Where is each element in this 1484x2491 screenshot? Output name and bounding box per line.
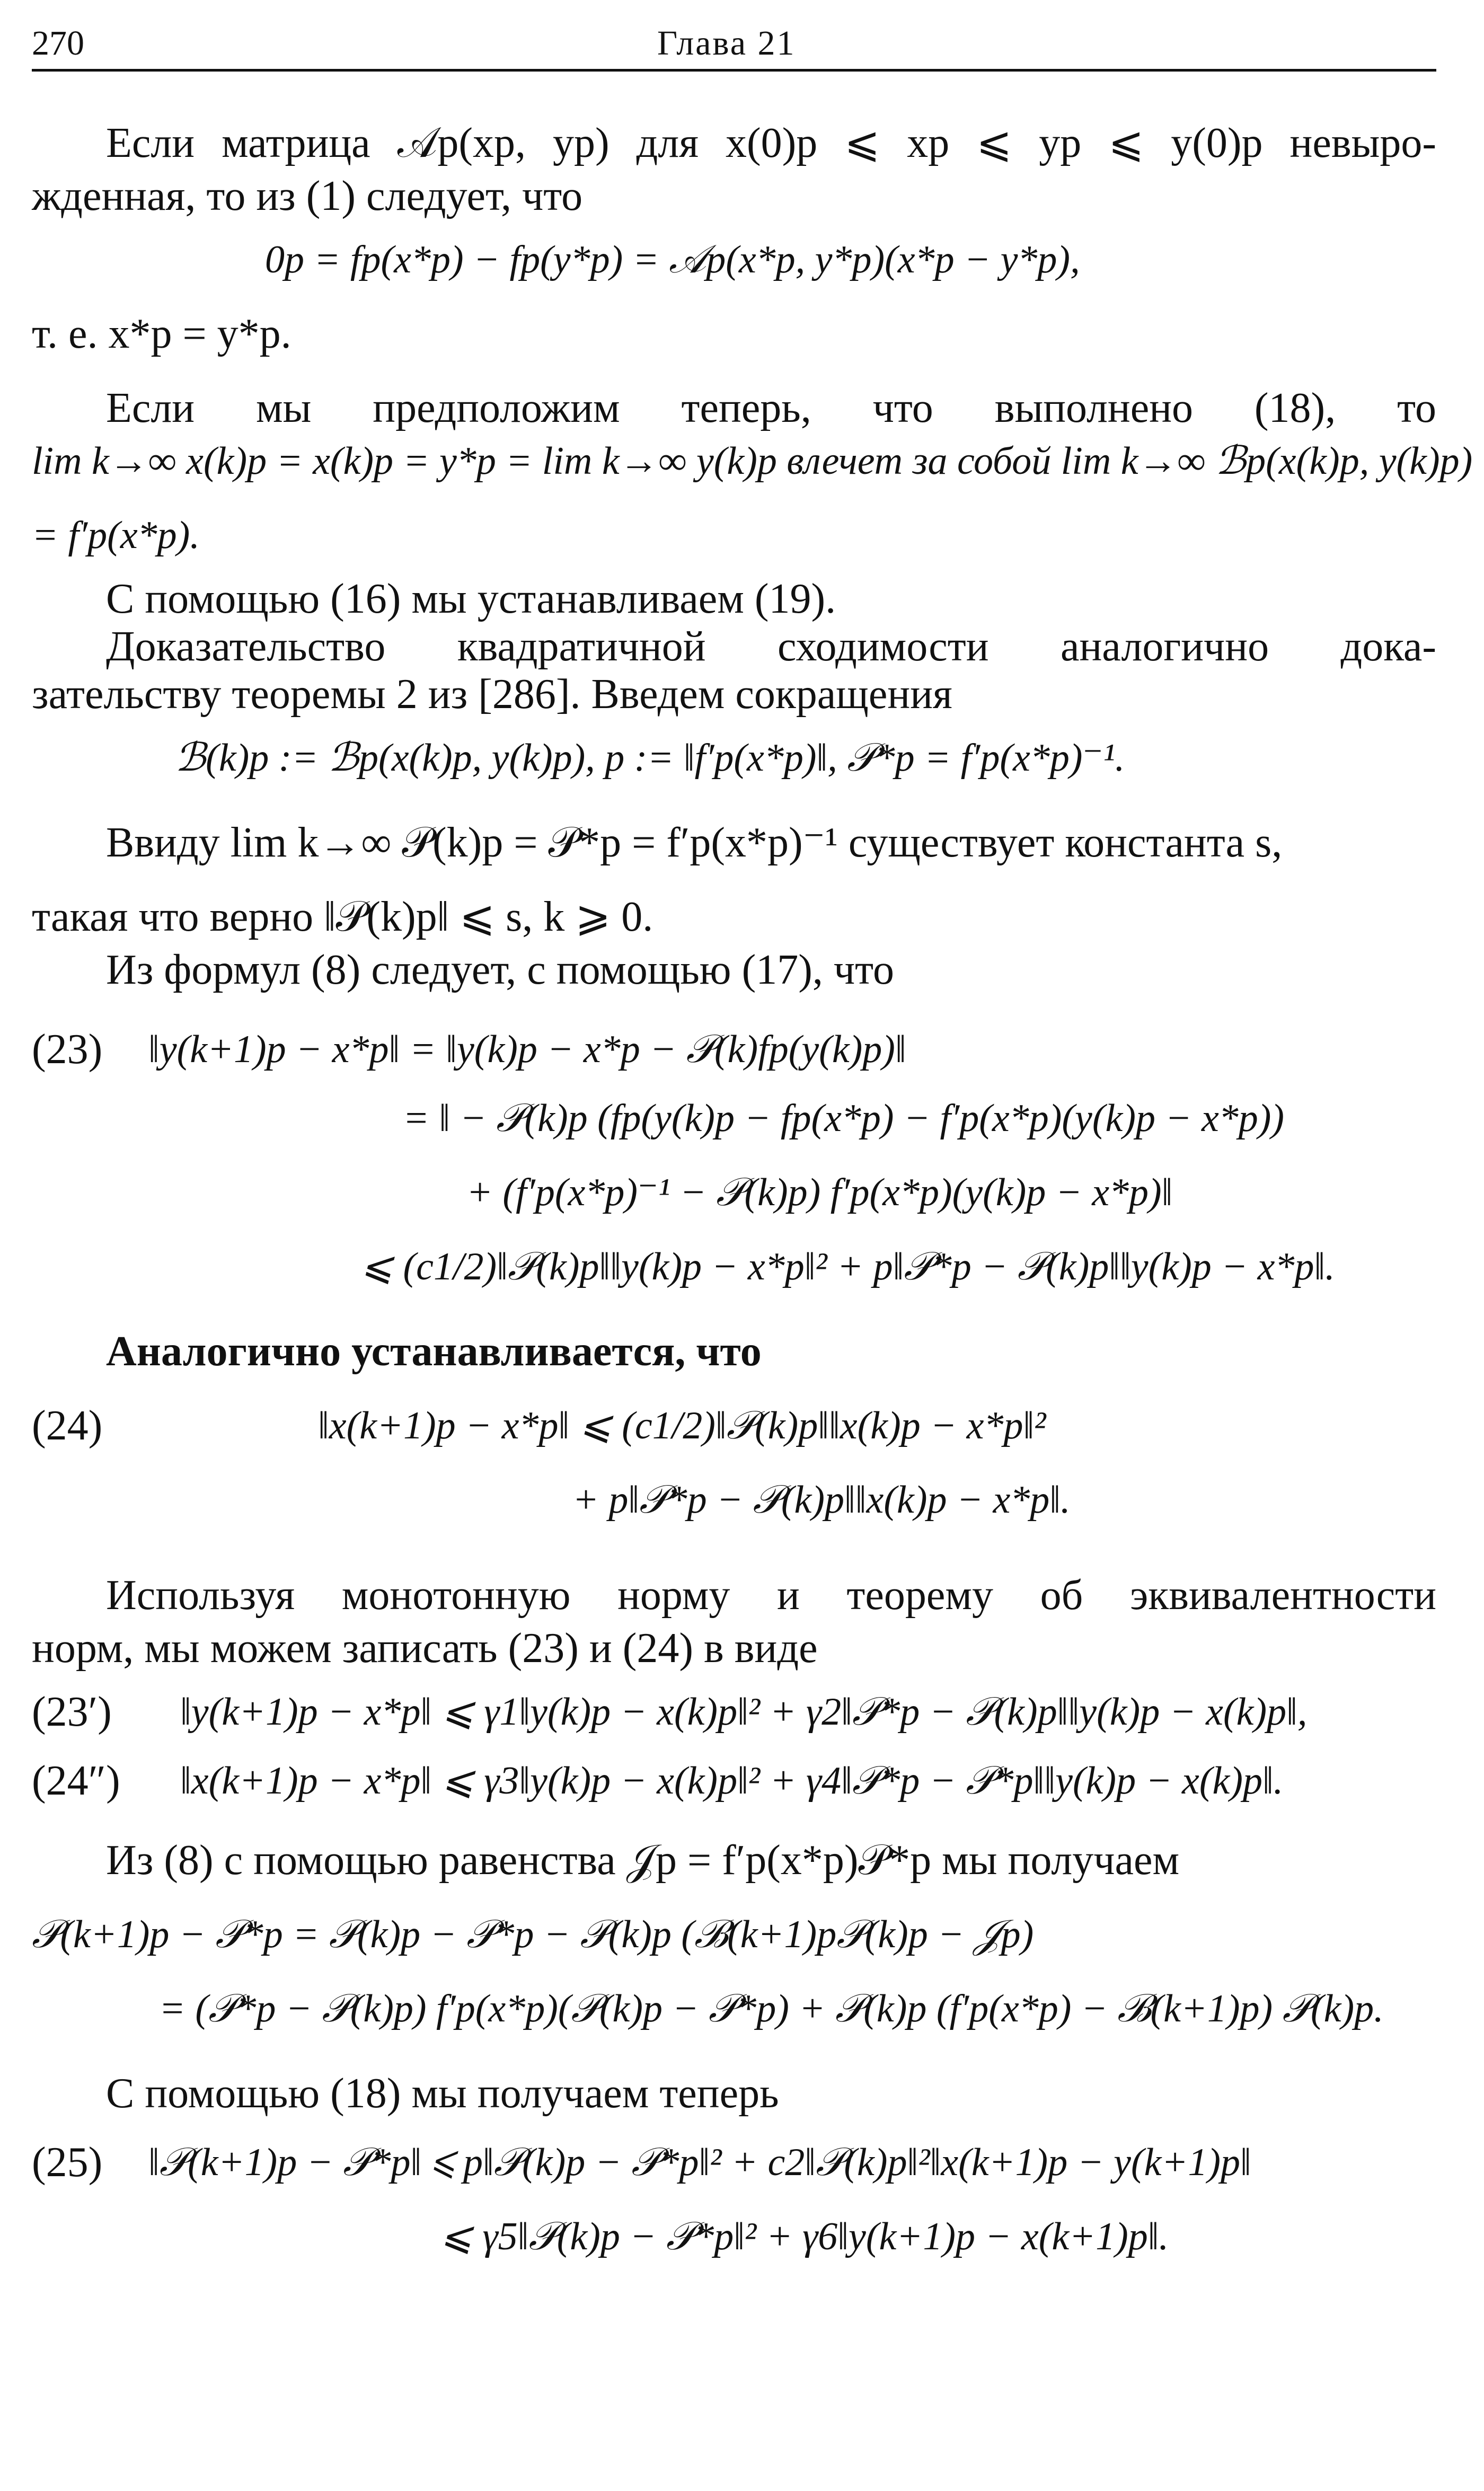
text-line-2: жденная, то из (1) следует, что xyxy=(32,173,583,219)
text-line-14: Из формул (8) следует, с помощью (17), что xyxy=(106,947,894,993)
equation-number: (23′) xyxy=(32,1689,112,1735)
text-line-12: Ввиду lim k→∞ 𝒫(k)p = 𝒫*p = f′p(x*p)⁻¹ существует константа s, xyxy=(106,819,1283,866)
text-line-4: т. е. x*p = y*p. xyxy=(32,311,292,357)
formula-line: + p‖𝒫*p − 𝒫(k)p‖‖x(k)p − x*p‖. xyxy=(572,1478,1071,1522)
text-line-23: норм, мы можем записать (23) и (24) в виде xyxy=(32,1625,818,1672)
page-number: 270 xyxy=(32,24,84,63)
formula-line: 𝒫(k+1)p − 𝒫*p = 𝒫(k)p − 𝒫*p − 𝒫(k)p (ℬ(k+1)p𝒫(k)p − 𝒥p) xyxy=(32,1913,1034,1956)
formula-line: ⩽ γ5‖𝒫(k)p − 𝒫*p‖² + γ6‖y(k+1)p − x(k+1)p‖. xyxy=(440,2215,1169,2258)
formula-line: = f′p(x*p). xyxy=(32,514,200,557)
text-line-13: такая что верно ‖𝒫(k)p‖ ⩽ s, k ⩾ 0. xyxy=(32,894,653,940)
equation-number: (24) xyxy=(32,1402,103,1449)
formula-line: + (f′p(x*p)⁻¹ − 𝒫(k)p) f′p(x*p)(y(k)p − x*p)‖ xyxy=(466,1171,1173,1214)
equation-number: (25) xyxy=(32,2139,103,2186)
equation-number: (23) xyxy=(32,1026,103,1073)
text-line-19: Аналогично устанавливается, что xyxy=(106,1328,762,1375)
text-line-8: С помощью (16) мы устанавливаем (19). xyxy=(106,576,836,622)
text-line-22: Используя монотонную норму и теорему об эквивалентности xyxy=(106,1572,1436,1619)
running-header xyxy=(32,20,1436,72)
formula-line: ‖x(k+1)p − x*p‖ ⩽ γ3‖y(k)p − x(k)p‖² + γ4‖𝒫*p − 𝒫*p‖‖y(k)p − x(k)p‖. xyxy=(180,1759,1284,1803)
formula-line: ⩽ (c1/2)‖𝒫(k)p‖‖y(k)p − x*p‖² + p‖𝒫*p − 𝒫(k)p‖‖y(k)p − x*p‖. xyxy=(360,1245,1335,1288)
text-line-1: Если матрица 𝒜p(xp, yp) для x(0)p ⩽ xp ⩽ yp ⩽ y(0)p невыро- xyxy=(106,120,1436,166)
formula-line: ‖y(k+1)p − x*p‖ ⩽ γ1‖y(k)p − x(k)p‖² + γ2‖𝒫*p − 𝒫(k)p‖‖y(k)p − x(k)p‖, xyxy=(180,1690,1308,1734)
formula-line: ℬ(k)p := ℬp(x(k)p, y(k)p), p := ‖f′p(x*p)‖, 𝒫*p = f′p(x*p)⁻¹. xyxy=(175,736,1125,780)
formula-line: = (𝒫*p − 𝒫(k)p) f′p(x*p)(𝒫(k)p − 𝒫*p) + 𝒫(k)p (f′p(x*p) − ℬ(k+1)p) 𝒫(k)p. xyxy=(159,1987,1384,2030)
text-line-26: Из (8) с помощью равенства 𝒥p = f′p(x*p)𝒫*p мы получаем xyxy=(106,1837,1180,1884)
text-line-29: С помощью (18) мы получаем теперь xyxy=(106,2070,779,2117)
formula-line: ‖x(k+1)p − x*p‖ ⩽ (c1/2)‖𝒫(k)p‖‖x(k)p − x*p‖² xyxy=(318,1404,1046,1447)
formula-line: lim k→∞ x(k)p = x(k)p = y*p = lim k→∞ y(k)p влечет за собой lim k→∞ ℬp(x(k)p, y(k)p) xyxy=(32,439,1473,483)
formula-line: ‖𝒫(k+1)p − 𝒫*p‖ ⩽ p‖𝒫(k)p − 𝒫*p‖² + c2‖𝒫(k)p‖²‖x(k+1)p − y(k+1)p‖ xyxy=(148,2141,1251,2184)
chapter-title: Глава 21 xyxy=(657,24,796,63)
text-line-5: Если мы предположим теперь, что выполнено (18), то xyxy=(106,385,1436,431)
text-line-10: зательству теоремы 2 из [286]. Введем сокращения xyxy=(32,671,952,718)
formula-line: = ‖ − 𝒫(k)p (fp(y(k)p − fp(x*p) − f′p(x*p)(y(k)p − x*p)) xyxy=(403,1097,1285,1140)
equation-number: (24″) xyxy=(32,1757,120,1804)
text-line-9: Доказательство квадратичной сходимости аналогично дока- xyxy=(106,623,1436,670)
formula-line: ‖y(k+1)p − x*p‖ = ‖y(k)p − x*p − 𝒫(k)fp(y(k)p)‖ xyxy=(148,1028,906,1071)
formula-line: 0p = fp(x*p) − fp(y*p) = 𝒜p(x*p, y*p)(x*p − y*p), xyxy=(265,238,1080,281)
